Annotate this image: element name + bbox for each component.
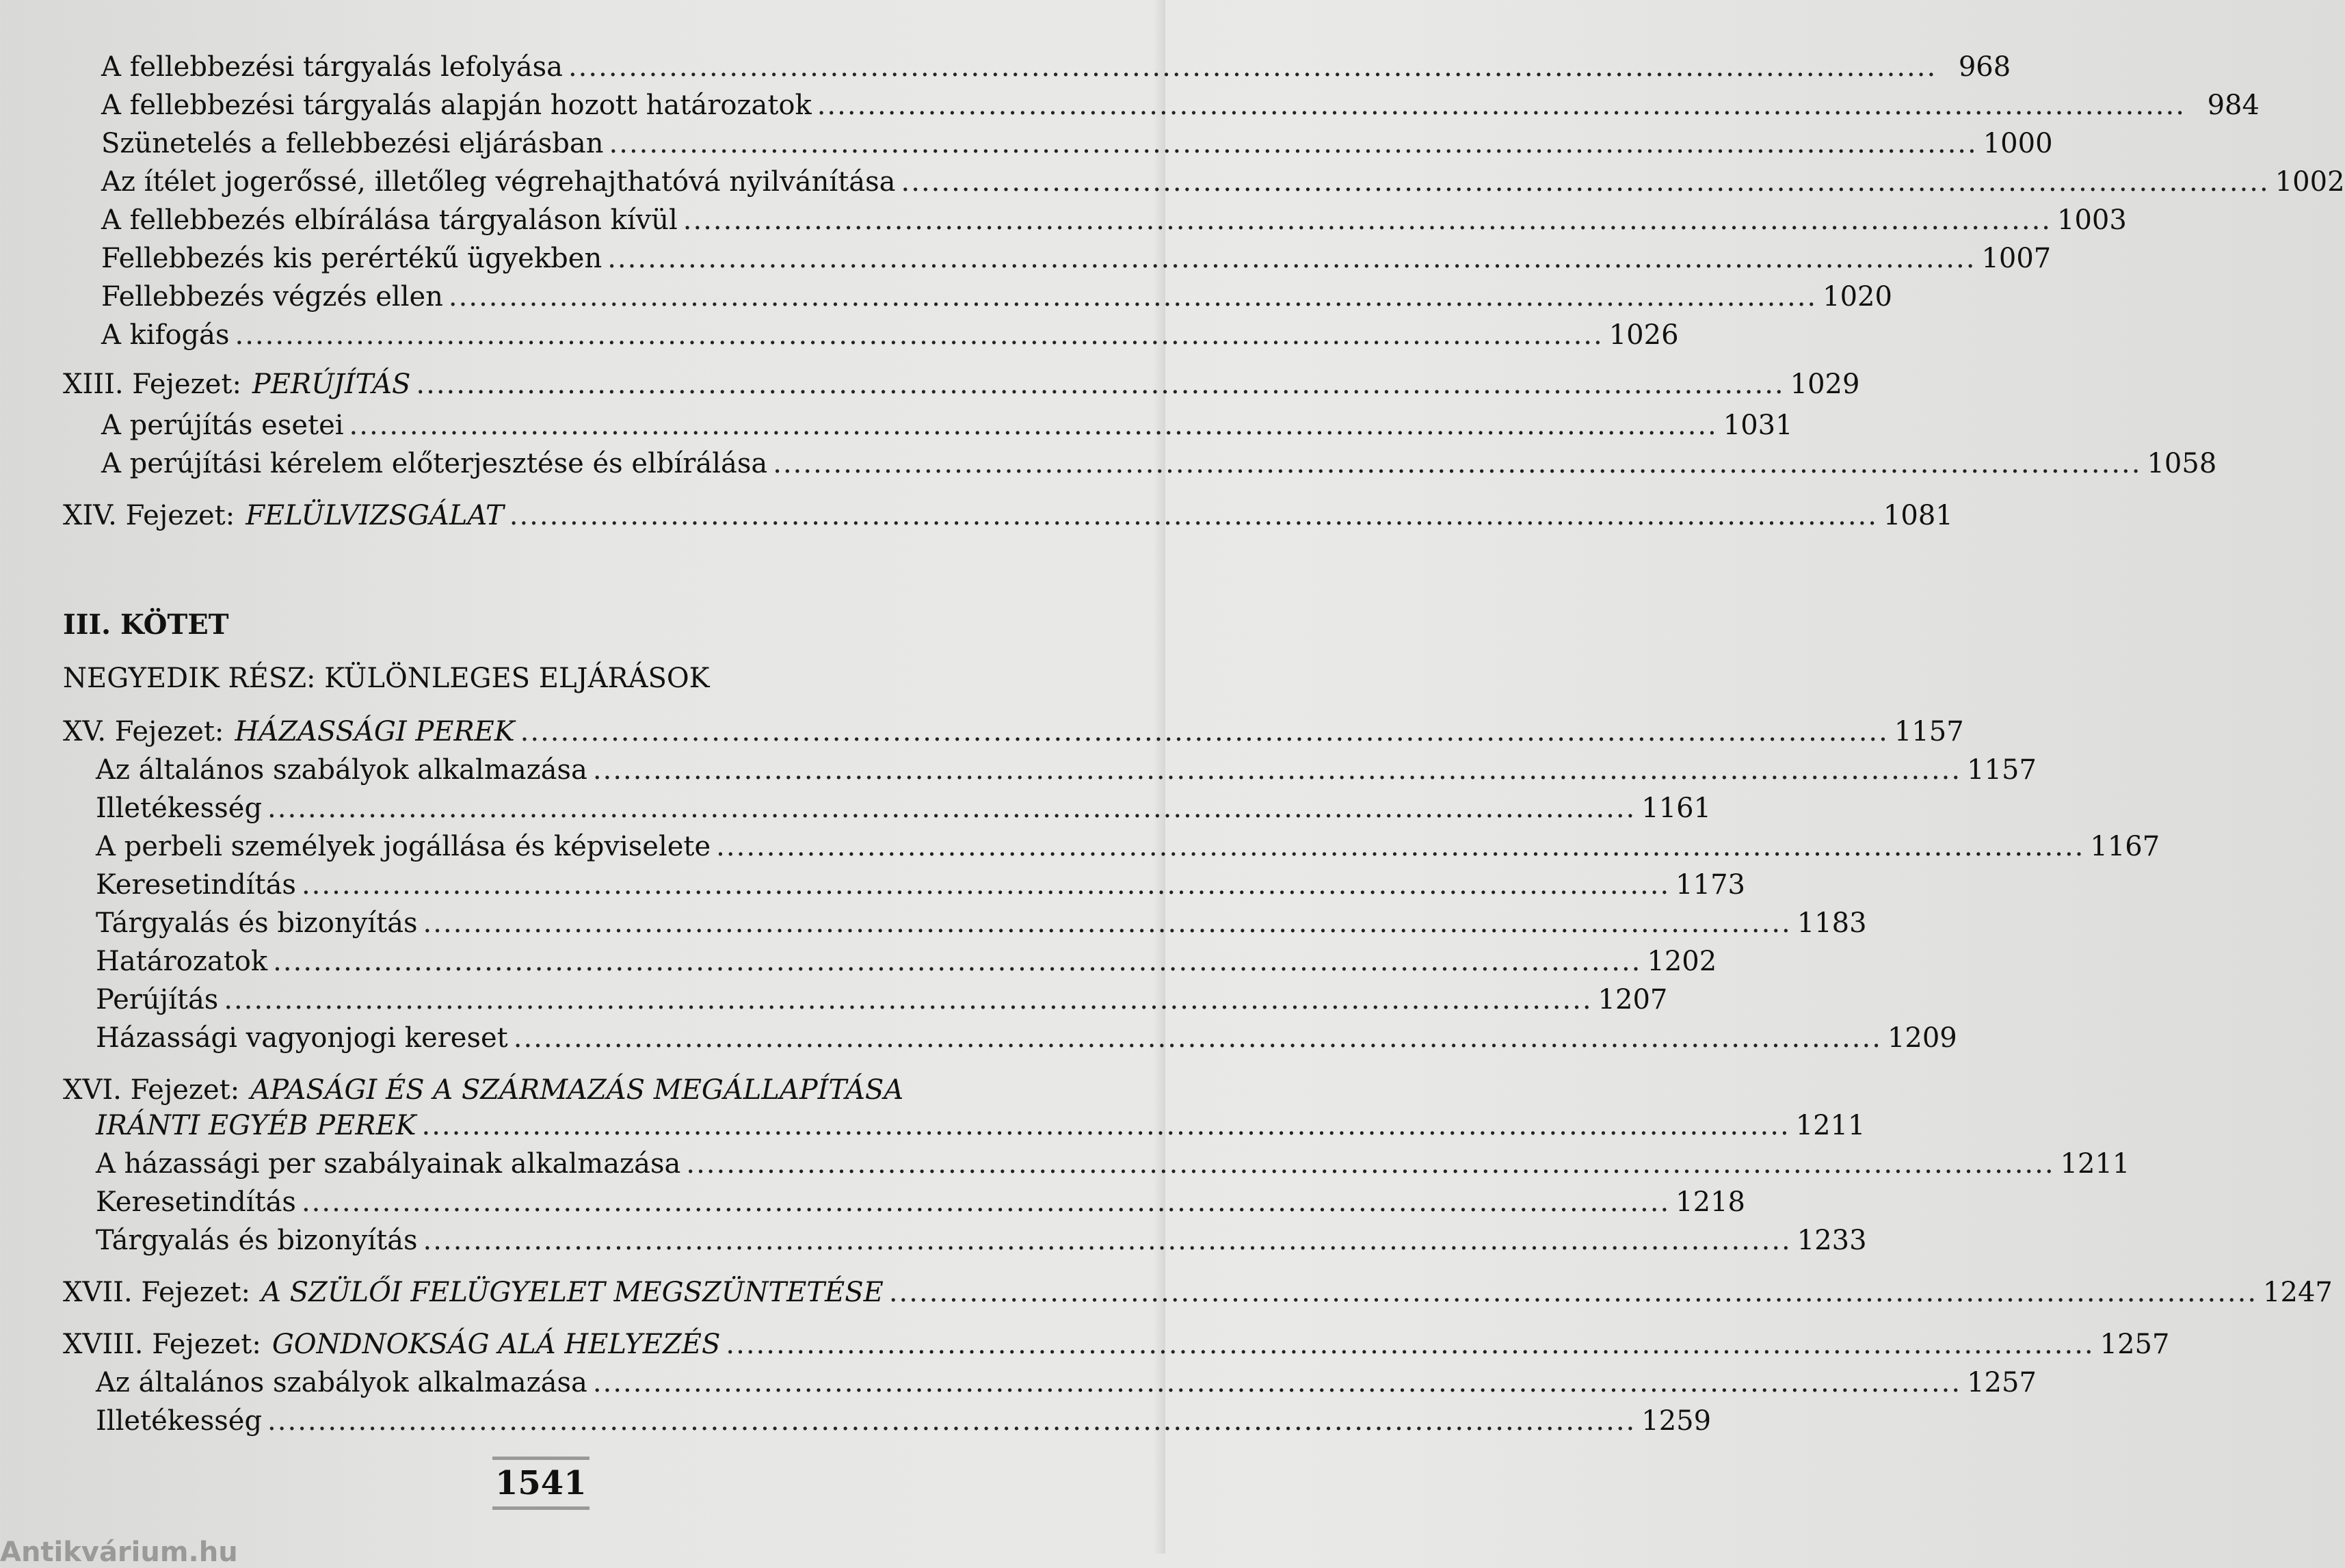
leader-dots xyxy=(901,164,2270,200)
chapter-title: FELÜLVIZSGÁLAT xyxy=(246,500,504,531)
toc-entry-label: Fellebbezés végzés ellen xyxy=(101,281,443,313)
leader-dots xyxy=(716,829,2084,864)
toc-chapter-13[interactable] xyxy=(63,367,1860,402)
toc-chapter-17[interactable] xyxy=(63,1275,2333,1310)
toc-entry-label: Perújítás xyxy=(96,984,219,1015)
chapter-heading xyxy=(63,1275,884,1310)
toc-entry-page: 1000 xyxy=(1983,128,2053,159)
toc-entry-page: 968 xyxy=(1958,51,2011,83)
toc-entry[interactable] xyxy=(101,446,2217,481)
chapter-title: GONDNOKSÁG ALÁ HELYEZÉS xyxy=(271,1329,721,1360)
toc-entry-page: 1173 xyxy=(1675,869,1745,901)
leader-dots xyxy=(267,1403,1636,1439)
toc-entry-label: Tárgyalás és bizonyítás xyxy=(96,907,418,939)
chapter-page: 1029 xyxy=(1790,369,1860,400)
toc-entry[interactable] xyxy=(96,1146,2130,1182)
chapter-heading xyxy=(63,498,504,533)
page-edge-shadow xyxy=(1153,0,1165,1554)
toc-entry-page: 1211 xyxy=(2060,1148,2130,1180)
toc-entry-page: 1202 xyxy=(1647,946,1717,977)
chapter-page: 1157 xyxy=(1894,716,1964,747)
leader-dots xyxy=(607,241,1976,276)
toc-entry-page: 1233 xyxy=(1797,1225,1867,1256)
toc-entry-label: Keresetindítás xyxy=(96,869,296,901)
toc-entry-page: 1007 xyxy=(1981,243,2052,274)
leader-dots xyxy=(273,944,1641,979)
toc-entry[interactable] xyxy=(101,164,2345,200)
chapter-heading xyxy=(63,1327,720,1362)
chapter-page: 1081 xyxy=(1883,500,1953,531)
leader-dots xyxy=(593,752,1961,788)
leader-dots xyxy=(514,1020,1882,1056)
leader-dots xyxy=(302,1184,1670,1220)
leader-dots xyxy=(683,202,2052,238)
watermark: Antikvárium.hu xyxy=(0,1537,238,1568)
toc-entry[interactable] xyxy=(96,1020,1957,1056)
chapter-prefix: XV. Fejezet: xyxy=(63,716,224,747)
leader-dots xyxy=(224,982,1592,1018)
chapter-16-heading-line1[interactable] xyxy=(63,1072,903,1108)
leader-dots xyxy=(302,867,1670,903)
toc-entry-label: Illetékesség xyxy=(96,1405,263,1437)
chapter-page: 1211 xyxy=(1795,1110,1866,1141)
leader-dots xyxy=(568,49,1937,85)
toc-entry-label: A házassági per szabályainak alkalmazása xyxy=(96,1148,681,1180)
toc-entry-page: 1026 xyxy=(1608,319,1679,351)
leader-dots xyxy=(509,498,1878,533)
leader-dots xyxy=(817,88,2186,123)
chapter-title-line2: IRÁNTI EGYÉB PEREK xyxy=(96,1110,416,1141)
toc-entry-page: 984 xyxy=(2207,90,2260,121)
toc-entry-label: A perújítás esetei xyxy=(101,410,344,441)
toc-entry-page: 1259 xyxy=(1641,1405,1712,1437)
leader-dots xyxy=(423,905,1792,941)
toc-entry-label: Tárgyalás és bizonyítás xyxy=(96,1225,418,1256)
leader-dots xyxy=(267,790,1636,826)
toc-entry-label: A perújítási kérelem előterjesztése és elbírálása xyxy=(101,448,768,479)
toc-chapter-18[interactable] xyxy=(63,1327,2170,1362)
chapter-prefix: XVIII. Fejezet: xyxy=(63,1329,261,1360)
chapter-prefix: XVI. Fejezet: xyxy=(63,1074,240,1106)
leader-dots xyxy=(423,1223,1792,1258)
chapter-prefix: XVII. Fejezet: xyxy=(63,1277,251,1308)
chapter-prefix: XIV. Fejezet: xyxy=(63,500,235,531)
toc-entry[interactable] xyxy=(96,790,1712,826)
chapter-title: A SZÜLŐI FELÜGYELET MEGSZÜNTETÉSE xyxy=(261,1277,884,1308)
toc-entry-label: Illetékesség xyxy=(96,793,263,824)
toc-entry-label: A fellebbezés elbírálása tárgyaláson kívül xyxy=(101,204,678,236)
chapter-title-line1: APASÁGI ÉS A SZÁRMAZÁS MEGÁLLAPÍTÁSA xyxy=(250,1074,904,1106)
toc-entry-page: 1218 xyxy=(1675,1186,1745,1218)
toc-entry[interactable] xyxy=(96,982,1668,1018)
toc-entry[interactable] xyxy=(96,1184,1745,1220)
volume-heading: III. KÖTET xyxy=(63,609,229,641)
toc-entry[interactable] xyxy=(96,752,2037,788)
toc-entry[interactable] xyxy=(101,408,1793,443)
leader-dots xyxy=(726,1327,2094,1362)
toc-entry-label: Fellebbezés kis perértékű ügyekben xyxy=(101,243,602,274)
toc-entry[interactable] xyxy=(101,317,1679,353)
toc-chapter-15[interactable] xyxy=(63,714,1964,749)
toc-entry[interactable] xyxy=(96,1223,1867,1258)
leader-dots xyxy=(609,126,1978,161)
toc-entry[interactable] xyxy=(101,279,1892,315)
toc-entry-page: 1157 xyxy=(1967,754,2037,786)
toc-entry-page: 1183 xyxy=(1797,907,1867,939)
toc-entry[interactable] xyxy=(101,126,2053,161)
toc-entry-page: 1031 xyxy=(1723,410,1793,441)
leader-dots xyxy=(449,279,1817,315)
toc-entry-label: Az általános szabályok alkalmazása xyxy=(96,754,587,786)
toc-entry-label: A fellebbezési tárgyalás alapján hozott határozatok xyxy=(101,90,812,121)
toc-entry-label: Határozatok xyxy=(96,946,268,977)
toc-entry-label: A fellebbezési tárgyalás lefolyása xyxy=(101,51,563,83)
toc-entry-label: Az általános szabályok alkalmazása xyxy=(96,1367,587,1398)
chapter-title: HÁZASSÁGI PEREK xyxy=(235,716,515,747)
leader-dots xyxy=(686,1146,2054,1182)
part-heading: NEGYEDIK RÉSZ: KÜLÖNLEGES ELJÁRÁSOK xyxy=(63,663,710,694)
toc-entry[interactable] xyxy=(96,905,1867,941)
leader-dots xyxy=(889,1275,2257,1310)
toc-entry-page: 1167 xyxy=(2090,831,2160,862)
page-number: 1541 xyxy=(492,1457,589,1510)
leader-dots xyxy=(235,317,1604,353)
toc-entry[interactable] xyxy=(101,241,2052,276)
chapter-title: PERÚJÍTÁS xyxy=(252,369,411,400)
toc-entry-page: 1161 xyxy=(1641,793,1712,824)
leader-dots xyxy=(421,1108,1790,1143)
toc-entry-page: 1209 xyxy=(1887,1022,1957,1054)
toc-entry-label: Szünetelés a fellebbezési eljárásban xyxy=(101,128,604,159)
chapter-prefix: XIII. Fejezet: xyxy=(63,369,241,400)
leader-dots xyxy=(520,714,1889,749)
toc-entry[interactable] xyxy=(96,867,1745,903)
chapter-heading xyxy=(63,367,410,402)
leader-dots xyxy=(349,408,1718,443)
toc-entry[interactable] xyxy=(96,1403,1712,1439)
leader-dots xyxy=(593,1365,1961,1400)
toc-entry-label: Házassági vagyonjogi kereset xyxy=(96,1022,508,1054)
toc-entry-page: 1207 xyxy=(1598,984,1668,1015)
leader-dots xyxy=(773,446,2141,481)
toc-entry[interactable] xyxy=(96,829,2160,864)
chapter-page: 1247 xyxy=(2263,1277,2333,1308)
toc-entry-label: A perbeli személyek jogállása és képviselete xyxy=(96,831,711,862)
toc-entry[interactable] xyxy=(101,88,2260,123)
toc-entry-page: 1020 xyxy=(1823,281,1892,313)
toc-entry-page: 1003 xyxy=(2057,204,2127,236)
chapter-heading xyxy=(63,714,515,749)
toc-chapter-14[interactable] xyxy=(63,498,1953,533)
toc-entry[interactable] xyxy=(101,202,2127,238)
toc-entry[interactable] xyxy=(101,49,2011,85)
toc-entry[interactable] xyxy=(96,1365,2037,1400)
toc-entry[interactable] xyxy=(96,944,1717,979)
toc-entry-label: Keresetindítás xyxy=(96,1186,296,1218)
toc-entry-label: A kifogás xyxy=(101,319,230,351)
toc-chapter-16[interactable] xyxy=(96,1108,1866,1143)
toc-entry-page: 1058 xyxy=(2147,448,2217,479)
toc-entry-label: Az ítélet jogerőssé, illetőleg végrehajthatóvá nyilvánítása xyxy=(101,166,896,198)
leader-dots xyxy=(416,367,1784,402)
chapter-page: 1257 xyxy=(2099,1329,2170,1360)
toc-entry-page: 1002 xyxy=(2275,166,2345,198)
toc-entry-page: 1257 xyxy=(1967,1367,2037,1398)
